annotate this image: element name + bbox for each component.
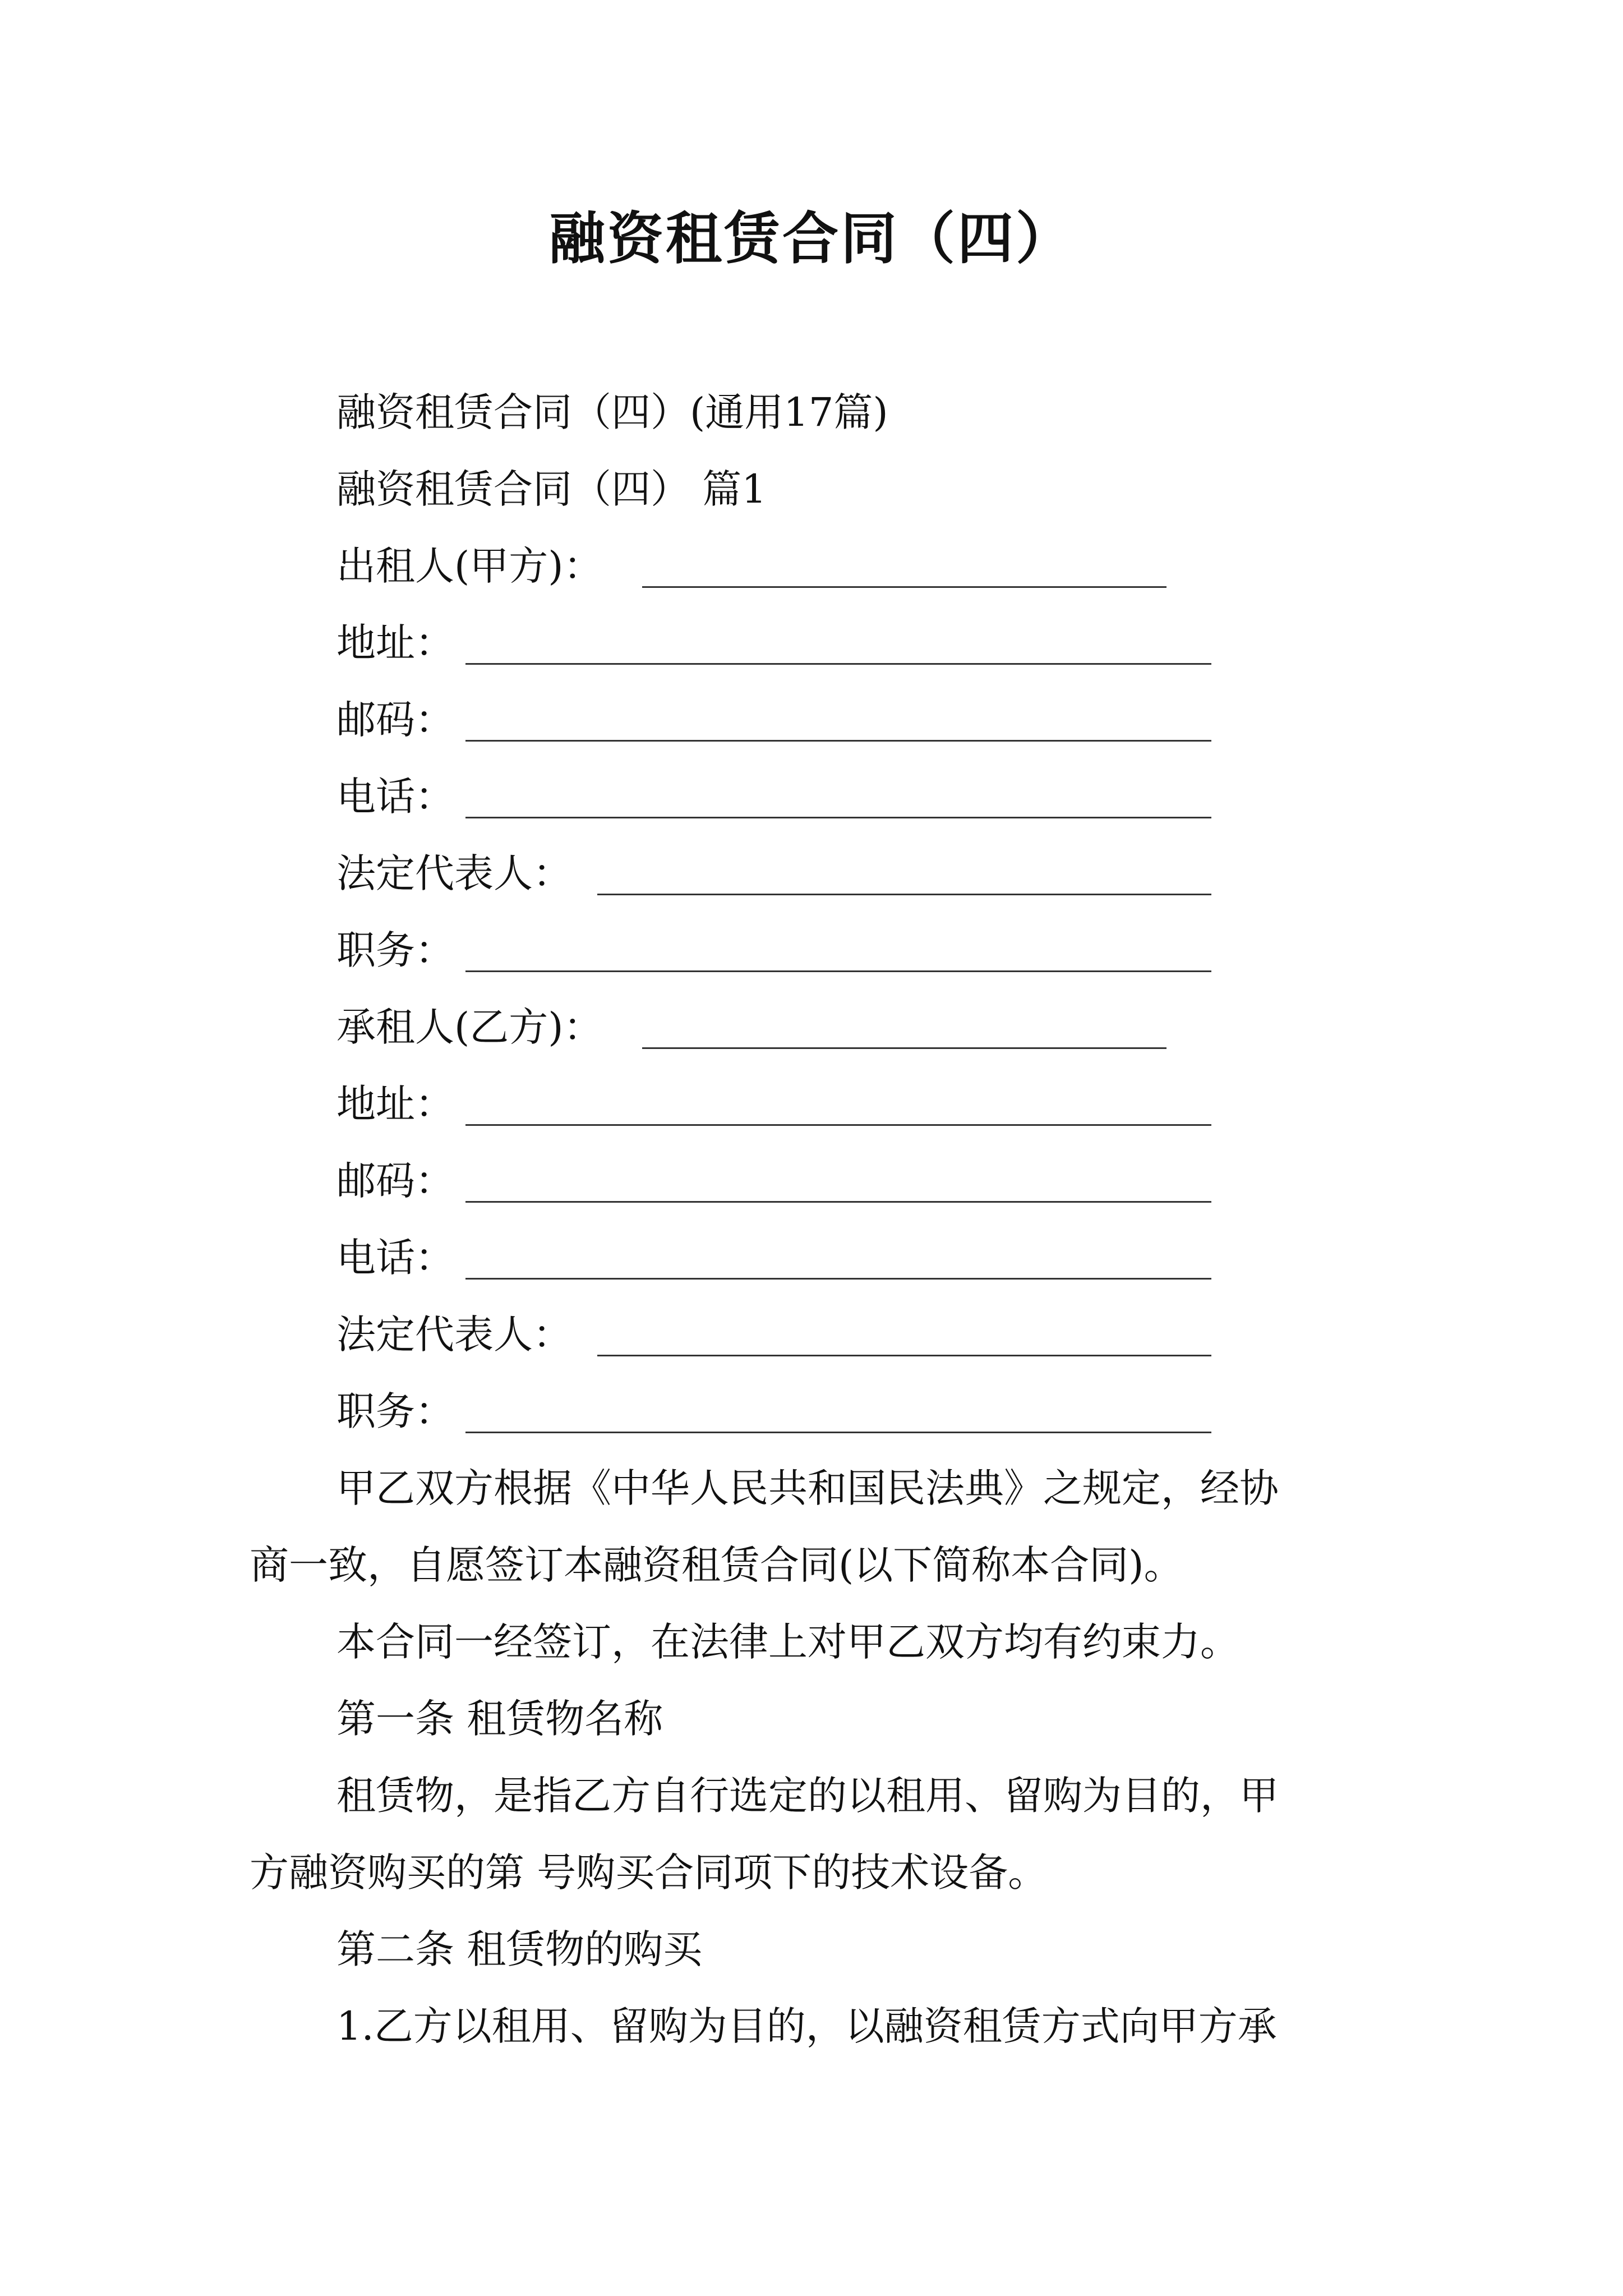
lessee-address-label: 地址：: [336, 1081, 454, 1127]
document-subtitle: 融资租赁合同（四）(通用17篇): [336, 389, 888, 435]
lessor-address-blank: [465, 663, 1211, 665]
lessor-name-blank: [642, 586, 1166, 588]
lessor-postcode-label: 邮码：: [336, 697, 454, 743]
lessee-legal-rep-blank: [597, 1355, 1211, 1356]
lessee-legal-rep-label: 法定代表人：: [336, 1312, 572, 1358]
lessor-address-label: 地址：: [336, 620, 454, 666]
lessor-position-label: 职务：: [336, 927, 454, 973]
lessor-postcode-blank: [465, 740, 1211, 742]
paragraph-basis-line1: 甲乙双方根据《中华人民共和国民法典》之规定，经协: [336, 1465, 1279, 1511]
article-1-line1: 租赁物，是指乙方自行选定的以租用、留购为目的，甲: [336, 1773, 1279, 1819]
article-1-line2: 方融资购买的第 号购买合同项下的技术设备。: [250, 1849, 1048, 1895]
lessee-phone-blank: [465, 1278, 1211, 1280]
lessee-position-blank: [465, 1432, 1211, 1433]
lessor-position-blank: [465, 970, 1211, 972]
article-1-title: 第一条 租赁物名称: [336, 1696, 663, 1742]
lessee-postcode-blank: [465, 1201, 1211, 1203]
lessor-phone-blank: [465, 817, 1211, 818]
lessee-address-blank: [465, 1124, 1211, 1126]
lessor-legal-rep-blank: [597, 894, 1211, 895]
lessee-name-label: 承租人(乙方)：: [336, 1004, 603, 1050]
lessor-name-label: 出租人(甲方)：: [336, 543, 603, 589]
lessee-position-label: 职务：: [336, 1388, 454, 1434]
paragraph-binding: 本合同一经签订，在法律上对甲乙双方均有约束力。: [336, 1619, 1239, 1665]
article-2-item1-line1: 1.乙方以租用、留购为目的，以融资租赁方式向甲方承: [336, 2003, 1277, 2049]
article-2-title: 第二条 租赁物的购买: [336, 1926, 703, 1972]
document-title: 融资租赁合同（四）: [549, 205, 1074, 272]
lessee-phone-label: 电话：: [336, 1235, 454, 1281]
lessee-name-blank: [642, 1047, 1166, 1049]
lessor-legal-rep-label: 法定代表人：: [336, 850, 572, 896]
lessee-postcode-label: 邮码：: [336, 1158, 454, 1204]
paragraph-basis-line2: 商一致，自愿签订本融资租赁合同(以下简称本合同)。: [250, 1542, 1183, 1588]
lessor-phone-label: 电话：: [336, 774, 454, 820]
section-heading: 融资租赁合同（四） 篇1: [336, 466, 767, 512]
